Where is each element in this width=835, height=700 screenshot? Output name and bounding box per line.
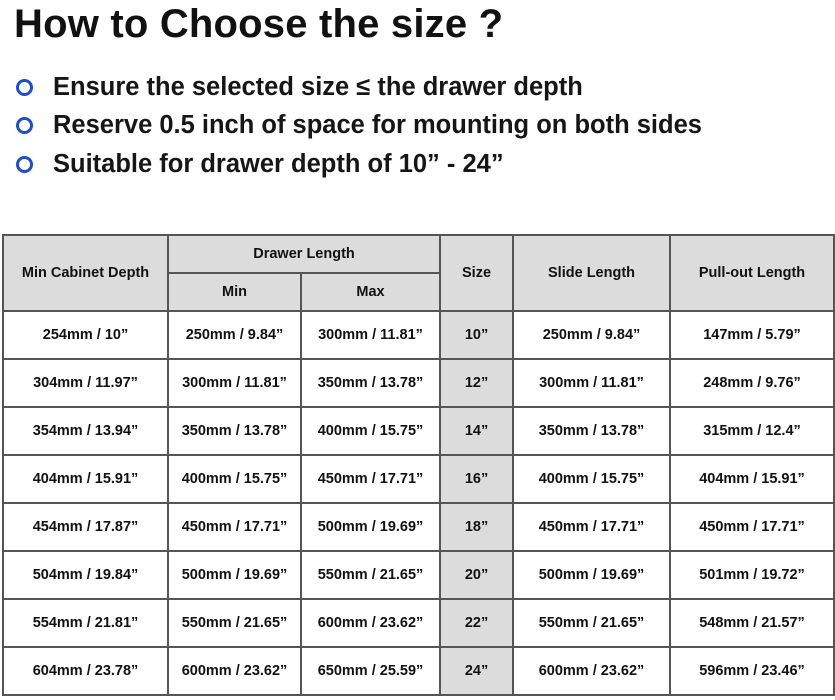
cell-drawer-min: 400mm / 15.75” (168, 455, 301, 503)
cell-min-cabinet-depth: 504mm / 19.84” (3, 551, 168, 599)
cell-size: 24” (440, 647, 513, 695)
header-size: Size (440, 235, 513, 311)
cell-min-cabinet-depth: 354mm / 13.94” (3, 407, 168, 455)
header-pull-out-length: Pull-out Length (670, 235, 834, 311)
bullet-list (16, 68, 702, 184)
header-slide-length: Slide Length (513, 235, 670, 311)
cell-drawer-max: 500mm / 19.69” (301, 503, 440, 551)
cell-min-cabinet-depth: 404mm / 15.91” (3, 455, 168, 503)
cell-min-cabinet-depth: 454mm / 17.87” (3, 503, 168, 551)
cell-pull-out-length: 596mm / 23.46” (670, 647, 834, 695)
cell-drawer-max: 400mm / 15.75” (301, 407, 440, 455)
table-row (3, 407, 834, 455)
cell-min-cabinet-depth: 554mm / 21.81” (3, 599, 168, 647)
cell-slide-length: 300mm / 11.81” (513, 359, 670, 407)
bullet-text: Reserve 0.5 inch of space for mounting on both sides (53, 111, 702, 140)
table-row (3, 551, 834, 599)
bullet-item (16, 68, 702, 107)
header-min: Min (168, 273, 301, 311)
cell-slide-length: 550mm / 21.65” (513, 599, 670, 647)
cell-pull-out-length: 248mm / 9.76” (670, 359, 834, 407)
cell-drawer-min: 550mm / 21.65” (168, 599, 301, 647)
cell-slide-length: 450mm / 17.71” (513, 503, 670, 551)
page-title: How to Choose the size ? (14, 2, 504, 46)
cell-min-cabinet-depth: 604mm / 23.78” (3, 647, 168, 695)
cell-size: 20” (440, 551, 513, 599)
cell-size: 12” (440, 359, 513, 407)
cell-drawer-max: 600mm / 23.62” (301, 599, 440, 647)
cell-drawer-min: 450mm / 17.71” (168, 503, 301, 551)
cell-size: 22” (440, 599, 513, 647)
cell-min-cabinet-depth: 304mm / 11.97” (3, 359, 168, 407)
cell-size: 18” (440, 503, 513, 551)
bullet-text: Suitable for drawer depth of 10” - 24” (53, 149, 504, 178)
table-row (3, 503, 834, 551)
cell-min-cabinet-depth: 254mm / 10” (3, 311, 168, 359)
cell-drawer-min: 350mm / 13.78” (168, 407, 301, 455)
table-row (3, 647, 834, 695)
cell-slide-length: 350mm / 13.78” (513, 407, 670, 455)
cell-drawer-min: 250mm / 9.84” (168, 311, 301, 359)
cell-drawer-max: 450mm / 17.71” (301, 455, 440, 503)
cell-pull-out-length: 548mm / 21.57” (670, 599, 834, 647)
header-max: Max (301, 273, 440, 311)
size-table (2, 234, 835, 696)
cell-drawer-max: 550mm / 21.65” (301, 551, 440, 599)
cell-drawer-min: 500mm / 19.69” (168, 551, 301, 599)
table-body (3, 311, 834, 695)
cell-drawer-min: 600mm / 23.62” (168, 647, 301, 695)
table-row (3, 599, 834, 647)
cell-drawer-max: 300mm / 11.81” (301, 311, 440, 359)
bullet-item (16, 107, 702, 146)
cell-pull-out-length: 315mm / 12.4” (670, 407, 834, 455)
circle-bullet-icon (16, 156, 33, 173)
cell-pull-out-length: 450mm / 17.71” (670, 503, 834, 551)
bullet-text: Ensure the selected size ≤ the drawer depth (53, 72, 583, 101)
header-min-cabinet-depth: Min Cabinet Depth (3, 235, 168, 311)
cell-drawer-min: 300mm / 11.81” (168, 359, 301, 407)
cell-pull-out-length: 404mm / 15.91” (670, 455, 834, 503)
cell-slide-length: 600mm / 23.62” (513, 647, 670, 695)
table-row (3, 455, 834, 503)
cell-slide-length: 400mm / 15.75” (513, 455, 670, 503)
circle-bullet-icon (16, 117, 33, 134)
cell-size: 14” (440, 407, 513, 455)
circle-bullet-icon (16, 79, 33, 96)
cell-drawer-max: 650mm / 25.59” (301, 647, 440, 695)
bullet-item (16, 145, 702, 184)
header-drawer-length: Drawer Length (168, 235, 440, 273)
cell-pull-out-length: 147mm / 5.79” (670, 311, 834, 359)
cell-pull-out-length: 501mm / 19.72” (670, 551, 834, 599)
cell-slide-length: 500mm / 19.69” (513, 551, 670, 599)
cell-size: 16” (440, 455, 513, 503)
cell-slide-length: 250mm / 9.84” (513, 311, 670, 359)
cell-size: 10” (440, 311, 513, 359)
table-row (3, 311, 834, 359)
cell-drawer-max: 350mm / 13.78” (301, 359, 440, 407)
table-row (3, 359, 834, 407)
